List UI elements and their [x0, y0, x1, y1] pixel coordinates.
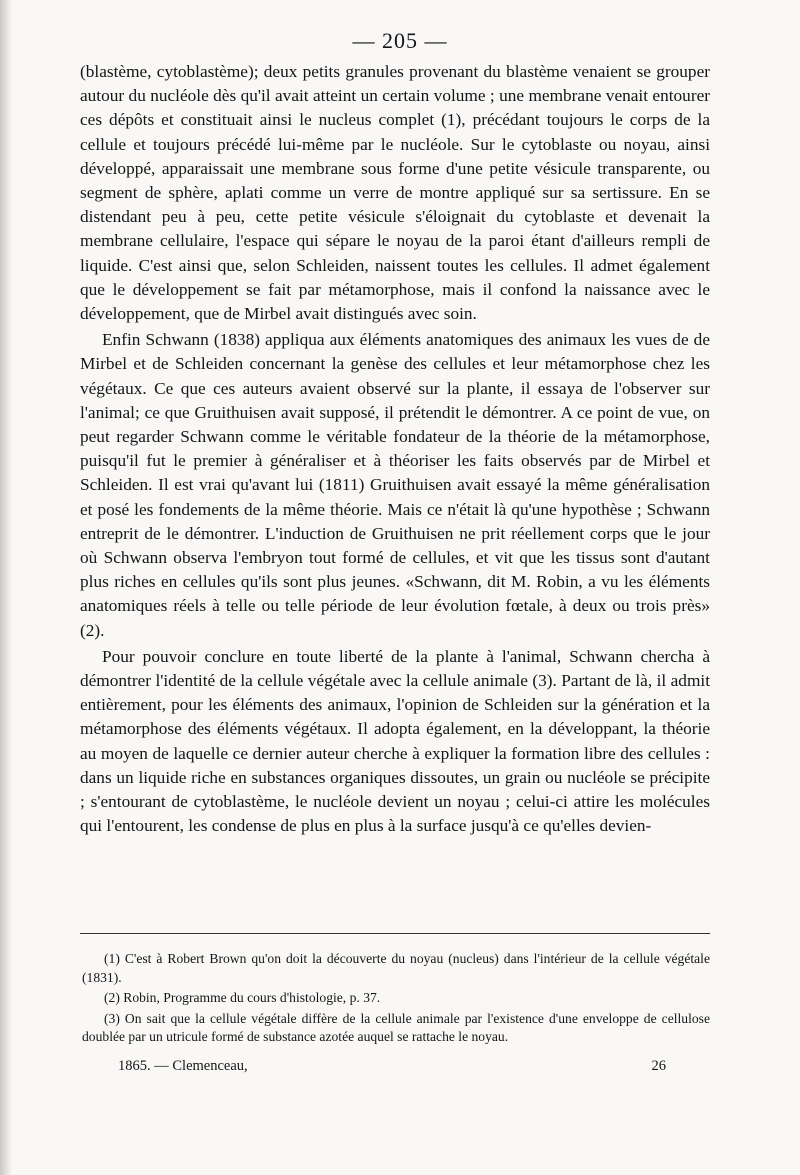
footnote: (3) On sait que la cellule végétale diffère de la cellule animale par l'existence d'une enveloppe de cellulose doublée par un utricule formé de substance azotée auquel se rattache le noyau. [82, 1010, 710, 1044]
footnotes [82, 950, 710, 1049]
signature-mark: 26 [651, 1058, 666, 1074]
paragraph: Enfin Schwann (1838) appliqua aux éléments anatomiques des animaux les vues de de Mirbel et de Schleiden concernant la genèse des cellules et leur métamorphose chez les végétaux. Ce que ces auteurs avaient observé sur la plante, il essaya de l'observer sur l'animal; ce que Gruithuisen avait supposé, il prétendit le démontrer. A ce point de vue, on peut regarder Schwann comme le véritable fondateur de la théorie de la métamorphose, puisqu'il fut le premier à généraliser et à théoriser les faits observés par de Mirbel et Schleiden. Il est vrai qu'avant lui (1811) Gruithuisen avait essayé la même généralisation et posé les fondements de la même théorie. Mais ce n'était là qu'une hypothèse ; Schwann entreprit de le démontrer. L'induction de Gruithuisen ne prit réellement corps que le jour où Schwann observa l'embryon tout formé de cellules, et vit que les tissus sont d'autant plus riches en cellules qu'ils sont plus jeunes. «Schwann, dit M. Robin, a vu les éléments anatomiques réels à telle ou telle période de leur évolution fœtale, à deux ou trois près» (2). [80, 330, 710, 640]
footnote-divider [80, 933, 710, 934]
page-footer [118, 1058, 666, 1075]
paragraph: (blastème, cytoblastème); deux petits granules provenant du blastème venaient se grouper autour du nucléole dès qu'il avait atteint un certain volume ; une membrane venait entourer ces dépôts et constituait ainsi le nucleus complet (1), précédant toujours le corps de la cellule et toujours précédé lui-même par le nucléole. Sur le cytoblaste ou noyau, ainsi développé, apparaissait une membrane sous forme d'une petite vésicule transparente, ou segment de sphère, aplati comme un verre de montre appliqué sur sa sertissure. En se distendant peu à peu, cette petite vésicule s'éloignait du cytoblaste et devenait la membrane cellulaire, l'espace qui sépare le noyau de la paroi étant d'ailleurs rempli de liquide. C'est ainsi que, selon Schleiden, naissent toutes les cellules. Il admet également que le développement se fait par métamorphose, mais il confond la naissance avec le développement, que de Mirbel avait distingués avec soin. [80, 62, 710, 324]
footnote: (1) C'est à Robert Brown qu'on doit la découverte du noyau (nucleus) dans l'intérieur de la cellule végétale (1831). [82, 951, 710, 985]
paragraph: Pour pouvoir conclure en toute liberté de la plante à l'animal, Schwann chercha à démontrer l'identité de la cellule végétale avec la cellule animale (3). Partant de là, il admit entièrement, pour les éléments des animaux, l'opinion de Schleiden sur la génération et la métamorphose des éléments végétaux. Il adopta également, en la développant, la théorie au moyen de laquelle ce dernier auteur cherche à expliquer la formation libre des cellules : dans un liquide riche en substances organiques dissoutes, un grain ou nucléole se précipite ; s'entourant de cytoblastème, le nucléole devient un noyau ; celui-ci attire les molécules qui l'entourent, les condense de plus en plus à la surface jusqu'à ce qu'elles devien- [80, 646, 710, 836]
footnote: (2) Robin, Programme du cours d'histologie, p. 37. [104, 990, 381, 1005]
main-text [80, 60, 710, 839]
page-number: — 205 — [352, 28, 448, 53]
footer-signature: 1865. — Clemenceau, [118, 1058, 248, 1074]
page-gutter-shadow [0, 0, 12, 1175]
